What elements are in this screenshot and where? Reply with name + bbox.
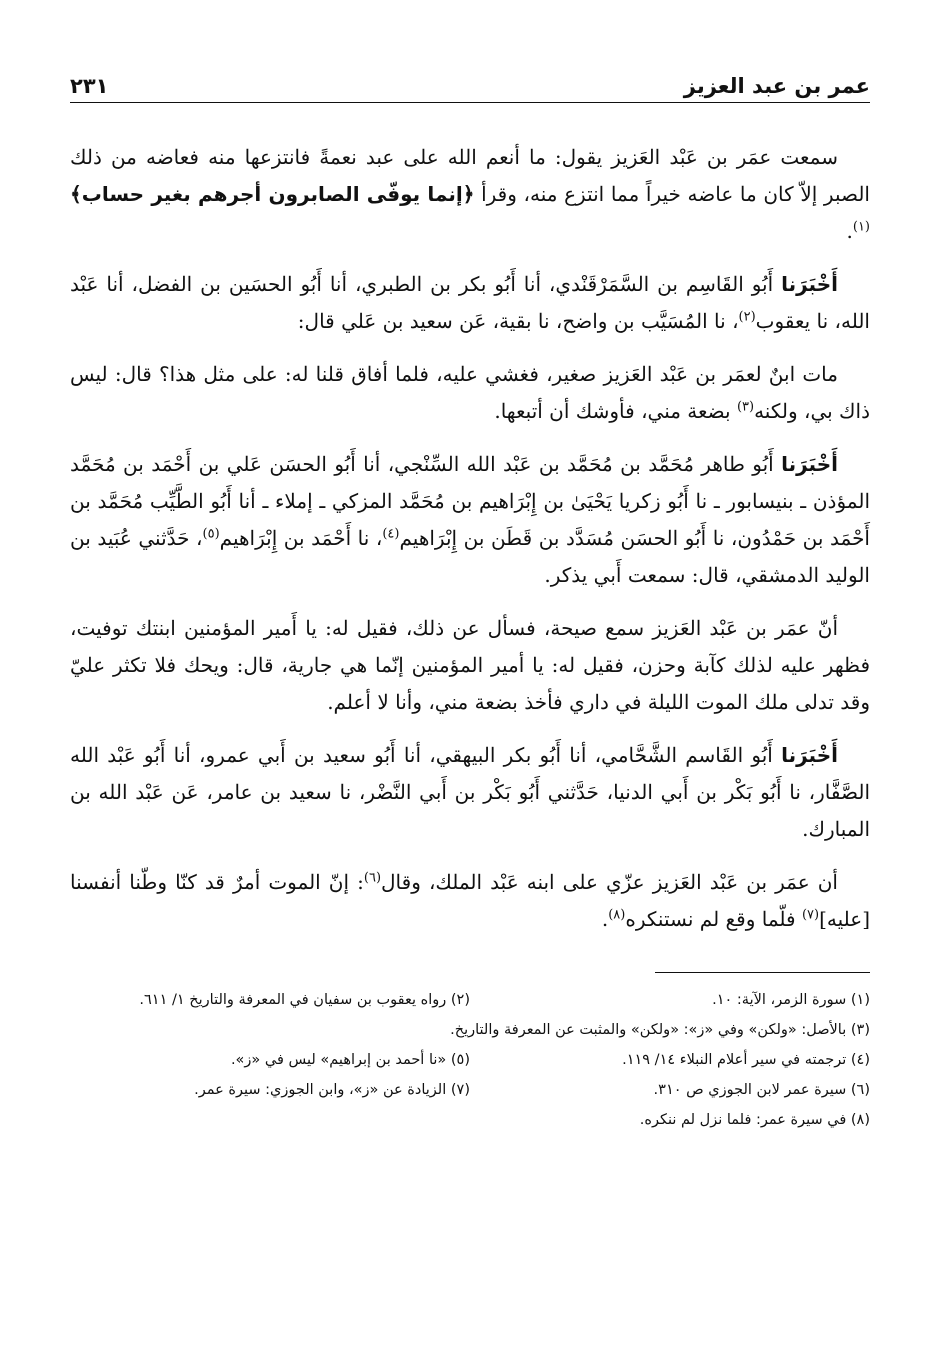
paragraph-text: سمعت عمَر بن عَبْد العَزيز يقول: ما أنعم الله على عبد نعمةً فانتزعها منه فعاضه من ذلك الصبر إلاّ كان ما عاضه خيراً مما انتزع منه، وقرأ <box>70 145 870 206</box>
paragraph-end: . <box>601 907 609 931</box>
paragraph-4 <box>70 446 870 594</box>
paragraph-text: مات ابنٌ لعمَر بن عَبْد العَزيز صغير، فغشي عليه، فلما أفاق قلنا له: على مثل هذا؟ قال: ليس ذاك بي، ولكنه <box>70 362 870 423</box>
paragraph-text: أَبُو القَاسم الشَّحَّامي، أنا أَبُو بكر البيهقي، أنا أَبُو سعيد بن أَبي عمرو، أنا أَبُو عَبْد الله الصَّفَّار، نا أَبُو بَكْر بن أَبي الدنيا، حَدَّثني أَبُو بَكْر بن أَبي النَّضْر، نا سعيد بن عامر، عَن عَبْد الله بن المبارك. <box>70 743 870 841</box>
footnote-row <box>70 1045 870 1075</box>
footnote-ref-1: (١) <box>852 219 870 235</box>
paragraph-text: ، حَدَّثني عُبَيد بن الوليد الدمشقي، قال: سمعت أَبي يذكر. <box>70 526 870 587</box>
paragraph-7 <box>70 864 870 938</box>
paragraph-text: : إنّ الموت أمرٌ قد كنّا وطّنا أنفسنا [عليه] <box>70 870 870 931</box>
paragraph-end: . <box>846 219 853 243</box>
footnote-7: (٧) الزيادة عن «ز»، وابن الجوزي: سيرة عمر. <box>194 1082 470 1098</box>
isnad-keyword: أَخْبَرَنا <box>781 743 838 767</box>
footnotes <box>70 985 870 1135</box>
paragraph-2 <box>70 266 870 340</box>
paragraph-text: أَبُو طاهر مُحَمَّد بن مُحَمَّد بن عَبْد الله السِّنْجي، أنا أَبُو الحسَن عَلي بن أَحْمَد بن مُحَمَّد المؤذن ـ بنيسابور ـ نا أَبُو زكريا يَحْيَىٰ بن إِبْرَاهيم بن مُحَمَّد المزكي ـ إملاء ـ أنا أَبُو الطَّيِّب مُحَمَّد بن أَحْمَد بن حَمْدُون، نا أَبُو الحسَن مُسَدَّد بن قَطَن بن إِبْرَاهيم <box>70 452 870 550</box>
paragraph-5 <box>70 610 870 721</box>
main-text <box>70 139 870 938</box>
footnote-ref-7: (٧) <box>801 907 820 923</box>
paragraph-text: ، نا المُسَيَّب بن واضح، نا بقية، عَن سعيد بن عَلي قال: <box>297 309 739 333</box>
footnote-4: (٤) ترجمته في سير أعلام النبلاء ١٤/ ١١٩. <box>622 1052 870 1068</box>
footnote-divider <box>655 972 870 973</box>
footnote-row <box>70 1075 870 1105</box>
footnote-row <box>70 1015 870 1045</box>
footnote-ref-2: (٢) <box>738 309 756 325</box>
paragraph-6 <box>70 737 870 848</box>
footnote-3: (٣) بالأصل: «ولكن» وفي «ز»: «ولكن» والمثبت عن المعرفة والتاريخ. <box>450 1022 870 1038</box>
footnote-ref-6: (٦) <box>363 870 382 886</box>
footnote-row <box>70 1105 870 1135</box>
footnote-1: (١) سورة الزمر، الآية: ١٠. <box>712 992 870 1008</box>
paragraph-text: بضعة مني، فأوشك أن أتبعها. <box>494 399 737 423</box>
paragraph-text: فلّما وقع لم نستنكره <box>625 907 802 931</box>
running-title: عمر بن عبد العزيز <box>683 74 870 98</box>
paragraph-text: ، نا أَحْمَد بن إِبْرَاهيم <box>219 526 383 550</box>
paragraph-1 <box>70 139 870 250</box>
footnote-ref-4: (٤) <box>382 526 400 542</box>
running-header <box>70 60 870 103</box>
footnote-5: (٥) «نا أحمد بن إبراهيم» ليس في «ز». <box>230 1052 470 1068</box>
paragraph-text: أن عمَر بن عَبْد العَزيز عزّي على ابنه عَبْد الملك، وقال <box>381 870 838 894</box>
isnad-keyword: أَخْبَرَنا <box>781 272 838 296</box>
isnad-keyword: أَخْبَرَنا <box>781 452 838 476</box>
quran-verse: ﴿إنما يوفّى الصابرون أجرهم بغير حساب﴾ <box>70 182 475 206</box>
paragraph-text: أنّ عمَر بن عَبْد العَزيز سمع صيحة، فسأل عن ذلك، فقيل له: يا أَمير المؤمنين ابنتك توفيت، فظهر عليه لذلك كآبة وحزن، فقيل له: يا أمير المؤمنين إنّما هي جارية، قال: ويحك فلا تكثر عليّ وقد تدلى ملك الموت الليلة في داري فأخذ بضعة مني، وأنا لا أعلم. <box>70 616 871 714</box>
book-page <box>70 60 870 1300</box>
paragraph-3 <box>70 356 870 430</box>
footnote-ref-5: (٥) <box>202 526 220 542</box>
paragraph-text: أَبُو القَاسِم بن السَّمَرْقَنْدي، أنا أَبُو بكر بن الطبري، أنا أَبُو الحسَين بن الفضل، أنا عَبْد الله، نا يعقوب <box>70 272 870 333</box>
footnote-2: (٢) رواه يعقوب بن سفيان في المعرفة والتاريخ ١/ ٦١١. <box>139 992 470 1008</box>
footnote-8: (٨) في سيرة عمر: فلما نزل لم ننكره. <box>639 1112 870 1128</box>
footnote-6: (٦) سيرة عمر لابن الجوزي ص ٣١٠. <box>653 1082 870 1098</box>
footnote-ref-8: (٨) <box>608 907 626 923</box>
page-number: ٢٣١ <box>70 74 109 98</box>
footnote-row <box>70 985 870 1015</box>
footnote-ref-3: (٣) <box>736 399 755 415</box>
